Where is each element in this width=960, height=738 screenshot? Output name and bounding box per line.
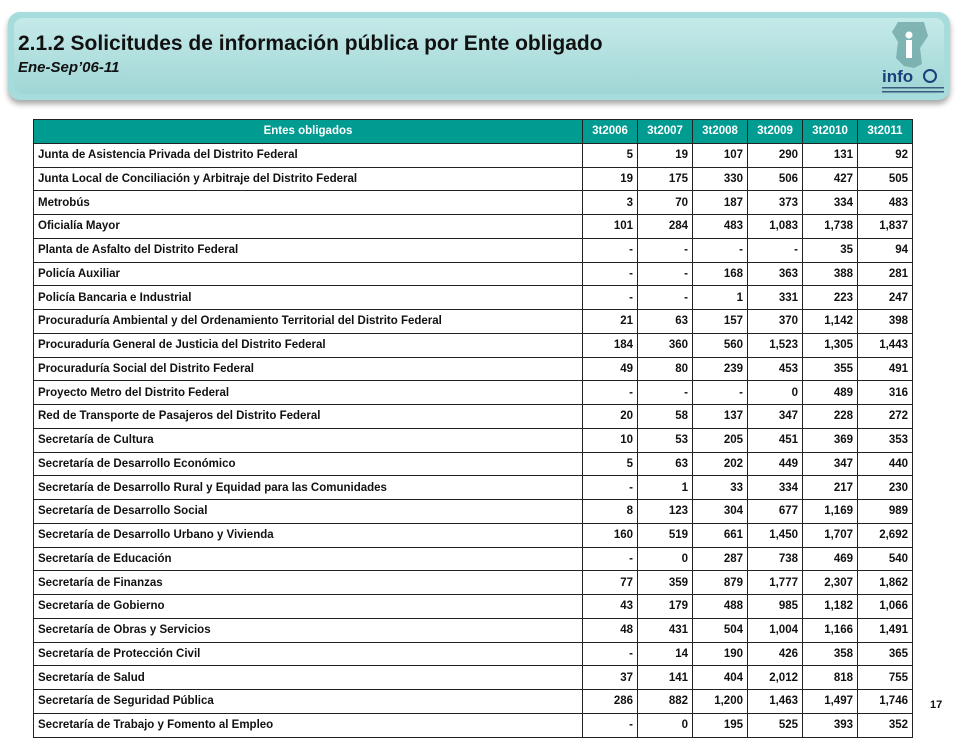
- title-banner-inner: [14, 18, 944, 94]
- table-row: [34, 666, 913, 690]
- value-cell: -: [583, 381, 638, 405]
- entity-name-cell: Oficialía Mayor: [34, 215, 583, 239]
- entity-name-cell: Junta Local de Conciliación y Arbitraje del Distrito Federal: [34, 167, 583, 191]
- value-cell: 1,777: [748, 571, 803, 595]
- value-cell: 290: [748, 143, 803, 167]
- value-cell: 404: [693, 666, 748, 690]
- value-cell: -: [748, 238, 803, 262]
- value-cell: 195: [693, 713, 748, 737]
- title-banner: [8, 12, 950, 100]
- table-row: [34, 238, 913, 262]
- column-header: 3t2008: [693, 120, 748, 144]
- column-header: 3t2007: [638, 120, 693, 144]
- value-cell: 347: [748, 405, 803, 429]
- entity-name-cell: Secretaría de Gobierno: [34, 595, 583, 619]
- value-cell: 272: [858, 405, 913, 429]
- logo-text: info: [882, 67, 914, 86]
- table-row: [34, 333, 913, 357]
- table-row: [34, 618, 913, 642]
- value-cell: 35: [803, 238, 858, 262]
- value-cell: 70: [638, 191, 693, 215]
- value-cell: 347: [803, 452, 858, 476]
- value-cell: 168: [693, 262, 748, 286]
- value-cell: 33: [693, 476, 748, 500]
- value-cell: 331: [748, 286, 803, 310]
- table-row: [34, 523, 913, 547]
- value-cell: 370: [748, 310, 803, 334]
- value-cell: 369: [803, 428, 858, 452]
- value-cell: 677: [748, 500, 803, 524]
- value-cell: 1,497: [803, 690, 858, 714]
- value-cell: 519: [638, 523, 693, 547]
- value-cell: 1,142: [803, 310, 858, 334]
- value-cell: 190: [693, 642, 748, 666]
- value-cell: 53: [638, 428, 693, 452]
- value-cell: -: [583, 238, 638, 262]
- value-cell: 1,004: [748, 618, 803, 642]
- value-cell: 1: [693, 286, 748, 310]
- value-cell: 451: [748, 428, 803, 452]
- value-cell: 1,083: [748, 215, 803, 239]
- value-cell: 525: [748, 713, 803, 737]
- value-cell: -: [583, 547, 638, 571]
- table-body: [34, 143, 913, 737]
- value-cell: 179: [638, 595, 693, 619]
- table-row: [34, 215, 913, 239]
- value-cell: 1,738: [803, 215, 858, 239]
- entity-name-cell: Policía Auxiliar: [34, 262, 583, 286]
- entity-name-cell: Procuraduría Ambiental y del Ordenamiento Territorial del Distrito Federal: [34, 310, 583, 334]
- value-cell: 1,491: [858, 618, 913, 642]
- value-cell: 431: [638, 618, 693, 642]
- value-cell: 0: [638, 713, 693, 737]
- value-cell: 488: [693, 595, 748, 619]
- value-cell: 247: [858, 286, 913, 310]
- column-header: 3t2006: [583, 120, 638, 144]
- value-cell: 94: [858, 238, 913, 262]
- entity-name-cell: Procuraduría General de Justicia del Distrito Federal: [34, 333, 583, 357]
- value-cell: 37: [583, 666, 638, 690]
- value-cell: 43: [583, 595, 638, 619]
- entity-name-cell: Secretaría de Cultura: [34, 428, 583, 452]
- value-cell: -: [583, 262, 638, 286]
- value-cell: 1,182: [803, 595, 858, 619]
- value-cell: 205: [693, 428, 748, 452]
- entity-name-cell: Secretaría de Finanzas: [34, 571, 583, 595]
- value-cell: 48: [583, 618, 638, 642]
- entity-name-cell: Planta de Asfalto del Distrito Federal: [34, 238, 583, 262]
- value-cell: 1,169: [803, 500, 858, 524]
- value-cell: 63: [638, 310, 693, 334]
- column-header: 3t2009: [748, 120, 803, 144]
- value-cell: 818: [803, 666, 858, 690]
- table-row: [34, 310, 913, 334]
- value-cell: 1,305: [803, 333, 858, 357]
- value-cell: 353: [858, 428, 913, 452]
- table-row: [34, 690, 913, 714]
- entity-name-cell: Red de Transporte de Pasajeros del Distrito Federal: [34, 405, 583, 429]
- value-cell: 2,692: [858, 523, 913, 547]
- value-cell: 284: [638, 215, 693, 239]
- table-row: [34, 143, 913, 167]
- table-row: [34, 405, 913, 429]
- entity-name-cell: Secretaría de Salud: [34, 666, 583, 690]
- entity-name-cell: Secretaría de Obras y Servicios: [34, 618, 583, 642]
- value-cell: 359: [638, 571, 693, 595]
- value-cell: 5: [583, 143, 638, 167]
- entity-name-cell: Secretaría de Seguridad Pública: [34, 690, 583, 714]
- value-cell: 63: [638, 452, 693, 476]
- value-cell: 393: [803, 713, 858, 737]
- value-cell: 398: [858, 310, 913, 334]
- entity-name-cell: Secretaría de Desarrollo Rural y Equidad para las Comunidades: [34, 476, 583, 500]
- value-cell: 239: [693, 357, 748, 381]
- value-cell: 334: [748, 476, 803, 500]
- table-row: [34, 713, 913, 737]
- value-cell: 1,837: [858, 215, 913, 239]
- value-cell: 5: [583, 452, 638, 476]
- entity-name-cell: Secretaría de Desarrollo Social: [34, 500, 583, 524]
- value-cell: 489: [803, 381, 858, 405]
- entity-name-cell: Secretaría de Educación: [34, 547, 583, 571]
- value-cell: 1,523: [748, 333, 803, 357]
- column-header: 3t2011: [858, 120, 913, 144]
- value-cell: 107: [693, 143, 748, 167]
- value-cell: 1,450: [748, 523, 803, 547]
- value-cell: 2,307: [803, 571, 858, 595]
- entity-name-cell: Secretaría de Desarrollo Económico: [34, 452, 583, 476]
- value-cell: 491: [858, 357, 913, 381]
- value-cell: 58: [638, 405, 693, 429]
- value-cell: 453: [748, 357, 803, 381]
- entity-name-cell: Secretaría de Trabajo y Fomento al Empleo: [34, 713, 583, 737]
- value-cell: 8: [583, 500, 638, 524]
- value-cell: 187: [693, 191, 748, 215]
- value-cell: 217: [803, 476, 858, 500]
- value-cell: 738: [748, 547, 803, 571]
- value-cell: 223: [803, 286, 858, 310]
- value-cell: -: [583, 713, 638, 737]
- value-cell: 882: [638, 690, 693, 714]
- value-cell: 755: [858, 666, 913, 690]
- value-cell: -: [583, 642, 638, 666]
- value-cell: 1,066: [858, 595, 913, 619]
- requests-table: [33, 119, 913, 738]
- value-cell: 483: [858, 191, 913, 215]
- value-cell: 388: [803, 262, 858, 286]
- value-cell: 365: [858, 642, 913, 666]
- value-cell: 426: [748, 642, 803, 666]
- value-cell: 160: [583, 523, 638, 547]
- value-cell: 175: [638, 167, 693, 191]
- value-cell: 0: [638, 547, 693, 571]
- value-cell: 427: [803, 167, 858, 191]
- table-row: [34, 357, 913, 381]
- value-cell: 469: [803, 547, 858, 571]
- table-row: [34, 381, 913, 405]
- value-cell: 1,166: [803, 618, 858, 642]
- column-header: 3t2010: [803, 120, 858, 144]
- value-cell: 77: [583, 571, 638, 595]
- entity-name-cell: Metrobús: [34, 191, 583, 215]
- value-cell: 373: [748, 191, 803, 215]
- table-row: [34, 571, 913, 595]
- value-cell: -: [583, 476, 638, 500]
- page-title: 2.1.2 Solicitudes de información pública por Ente obligado: [18, 32, 603, 55]
- value-cell: 141: [638, 666, 693, 690]
- value-cell: 505: [858, 167, 913, 191]
- value-cell: 449: [748, 452, 803, 476]
- value-cell: -: [638, 381, 693, 405]
- value-cell: 14: [638, 642, 693, 666]
- value-cell: 358: [803, 642, 858, 666]
- table-row: [34, 547, 913, 571]
- value-cell: 1,746: [858, 690, 913, 714]
- table-row: [34, 642, 913, 666]
- value-cell: 287: [693, 547, 748, 571]
- value-cell: 879: [693, 571, 748, 595]
- value-cell: 184: [583, 333, 638, 357]
- value-cell: 334: [803, 191, 858, 215]
- value-cell: 330: [693, 167, 748, 191]
- value-cell: 1,463: [748, 690, 803, 714]
- value-cell: 202: [693, 452, 748, 476]
- value-cell: 1,707: [803, 523, 858, 547]
- value-cell: 316: [858, 381, 913, 405]
- table-row: [34, 428, 913, 452]
- value-cell: 286: [583, 690, 638, 714]
- value-cell: 2,012: [748, 666, 803, 690]
- value-cell: -: [693, 238, 748, 262]
- value-cell: 1,443: [858, 333, 913, 357]
- value-cell: 506: [748, 167, 803, 191]
- value-cell: 281: [858, 262, 913, 286]
- value-cell: 560: [693, 333, 748, 357]
- value-cell: 21: [583, 310, 638, 334]
- value-cell: 504: [693, 618, 748, 642]
- value-cell: 157: [693, 310, 748, 334]
- value-cell: 0: [748, 381, 803, 405]
- value-cell: 20: [583, 405, 638, 429]
- table-row: [34, 167, 913, 191]
- table-row: [34, 286, 913, 310]
- entity-name-cell: Junta de Asistencia Privada del Distrito Federal: [34, 143, 583, 167]
- value-cell: -: [583, 286, 638, 310]
- value-cell: 483: [693, 215, 748, 239]
- info-logo: [876, 18, 950, 98]
- value-cell: 352: [858, 713, 913, 737]
- value-cell: 363: [748, 262, 803, 286]
- value-cell: 1,200: [693, 690, 748, 714]
- table-row: [34, 595, 913, 619]
- value-cell: 3: [583, 191, 638, 215]
- value-cell: 355: [803, 357, 858, 381]
- column-header: Entes obligados: [34, 120, 583, 144]
- value-cell: 10: [583, 428, 638, 452]
- value-cell: -: [638, 262, 693, 286]
- value-cell: 19: [638, 143, 693, 167]
- table-row: [34, 262, 913, 286]
- entity-name-cell: Procuraduría Social del Distrito Federal: [34, 357, 583, 381]
- value-cell: 92: [858, 143, 913, 167]
- table-header-row: [34, 120, 913, 144]
- entity-name-cell: Proyecto Metro del Distrito Federal: [34, 381, 583, 405]
- value-cell: 131: [803, 143, 858, 167]
- value-cell: -: [638, 238, 693, 262]
- value-cell: 228: [803, 405, 858, 429]
- value-cell: 540: [858, 547, 913, 571]
- value-cell: 230: [858, 476, 913, 500]
- page-subtitle: Ene-Sep’06-11: [18, 59, 120, 76]
- value-cell: 989: [858, 500, 913, 524]
- value-cell: 19: [583, 167, 638, 191]
- entity-name-cell: Policía Bancaria e Industrial: [34, 286, 583, 310]
- value-cell: 49: [583, 357, 638, 381]
- value-cell: 661: [693, 523, 748, 547]
- table-row: [34, 191, 913, 215]
- table-row: [34, 476, 913, 500]
- value-cell: -: [693, 381, 748, 405]
- value-cell: 80: [638, 357, 693, 381]
- entity-name-cell: Secretaría de Protección Civil: [34, 642, 583, 666]
- value-cell: 304: [693, 500, 748, 524]
- value-cell: 123: [638, 500, 693, 524]
- value-cell: 137: [693, 405, 748, 429]
- table-row: [34, 500, 913, 524]
- table-row: [34, 452, 913, 476]
- value-cell: 1: [638, 476, 693, 500]
- value-cell: 360: [638, 333, 693, 357]
- value-cell: 440: [858, 452, 913, 476]
- entity-name-cell: Secretaría de Desarrollo Urbano y Vivienda: [34, 523, 583, 547]
- page-number: 17: [930, 699, 943, 711]
- value-cell: 985: [748, 595, 803, 619]
- value-cell: 1,862: [858, 571, 913, 595]
- value-cell: -: [638, 286, 693, 310]
- value-cell: 101: [583, 215, 638, 239]
